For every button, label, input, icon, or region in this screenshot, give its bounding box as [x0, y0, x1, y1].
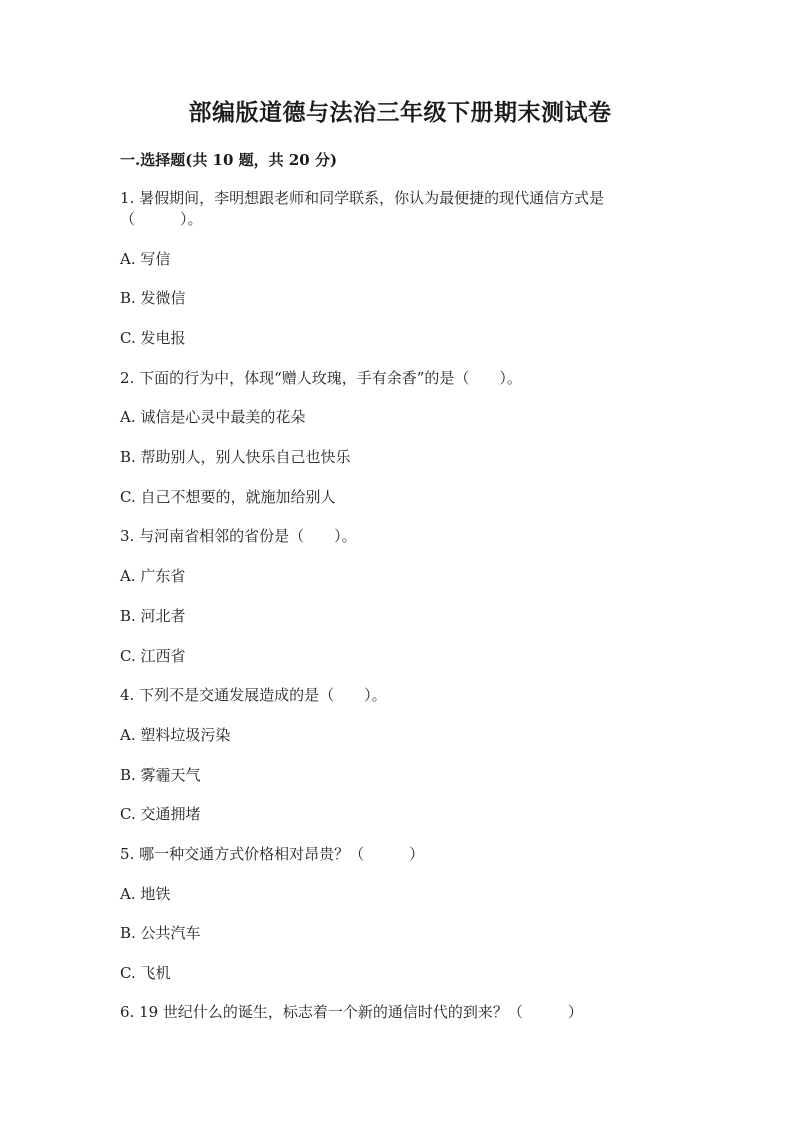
question-3-option-c[interactable]: C. 江西省	[120, 647, 186, 665]
question-1-option-c[interactable]: C. 发电报	[120, 329, 186, 347]
question-5-option-a[interactable]: A. 地铁	[120, 885, 171, 903]
question-4-option-c[interactable]: C. 交通拥堵	[120, 805, 201, 823]
question-3-stem: 3. 与河南省相邻的省份是（ ）。	[120, 527, 357, 545]
question-1-stem-continued: （ ）。	[120, 210, 203, 228]
question-5-option-c[interactable]: C. 飞机	[120, 964, 171, 982]
question-2-option-b[interactable]: B. 帮助别人，别人快乐自己也快乐	[120, 448, 351, 466]
section-heading: 一.选择题(共 10 题，共 20 分)	[120, 151, 338, 169]
question-1-option-b[interactable]: B. 发微信	[120, 289, 186, 307]
question-3-option-a[interactable]: A. 广东省	[120, 567, 186, 585]
question-2-option-c[interactable]: C. 自己不想要的，就施加给别人	[120, 488, 336, 506]
question-4-option-a[interactable]: A. 塑料垃圾污染	[120, 726, 231, 744]
question-1-stem: 1. 暑假期间，李明想跟老师和同学联系，你认为最便捷的现代通信方式是	[120, 189, 605, 207]
question-2-option-a[interactable]: A. 诚信是心灵中最美的花朵	[120, 408, 306, 426]
question-5-option-b[interactable]: B. 公共汽车	[120, 924, 201, 942]
question-6-stem: 6. 19 世纪什么的诞生，标志着一个新的通信时代的到来？（ ）	[120, 1003, 583, 1021]
question-5-stem: 5. 哪一种交通方式价格相对昂贵？（ ）	[120, 845, 425, 863]
question-2-stem: 2. 下面的行为中，体现“赠人玫瑰，手有余香”的是（ ）。	[120, 369, 522, 387]
question-4-stem: 4. 下列不是交通发展造成的是（ ）。	[120, 686, 387, 704]
question-4-option-b[interactable]: B. 雾霾天气	[120, 766, 201, 784]
page-title: 部编版道德与法治三年级下册期末测试卷	[188, 99, 612, 126]
question-3-option-b[interactable]: B. 河北者	[120, 607, 186, 625]
question-1-option-a[interactable]: A. 写信	[120, 250, 171, 268]
